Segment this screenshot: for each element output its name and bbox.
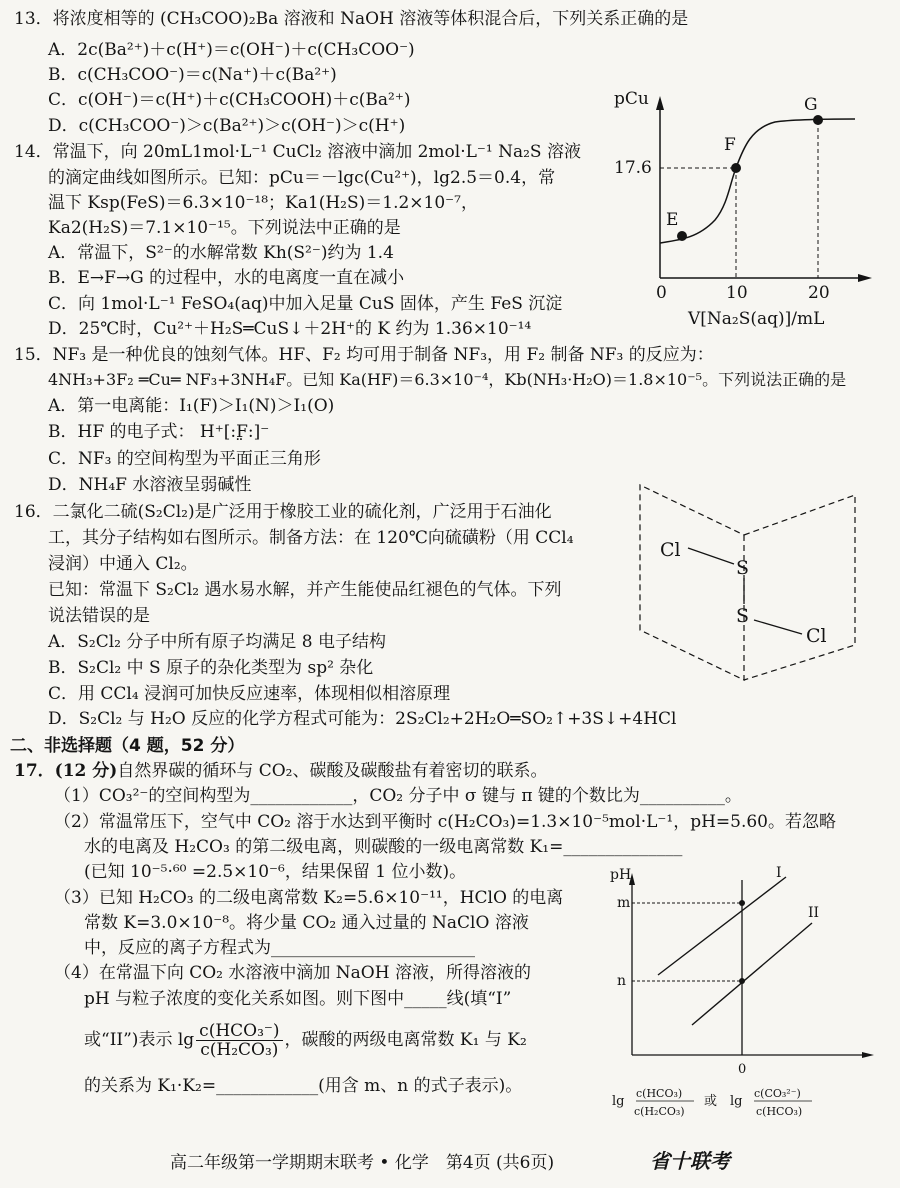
q17-part4-line4: 的关系为 K₁·K₂=____________(用含 m、n 的式子表示)。 [84,1076,523,1096]
q14-stem-line4: Ka2(H₂S)＝7.1×10⁻¹⁵。下列说法中正确的是 [48,218,401,238]
point-f-marker [731,163,741,173]
q17-part2-line1: （2）常温常压下，空气中 CO₂ 溶于水达到平衡时 c(H₂CO₃)=1.3×10⁻⁵mol·L⁻¹，pH=5.60。若忽略 [54,812,836,832]
q16-option-a: A．S₂Cl₂ 分子中所有原子均满足 8 电子结构 [48,632,387,652]
graph14-xtick-20: 20 [808,283,830,303]
page-footer: 高二年级第一学期期末联考 • 化学 第4页 (共6页) [170,1153,555,1173]
q17-part3-line2: 常数 K=3.0×10⁻⁸。将少量 CO₂ 通入过量的 NaClO 溶液 [84,913,529,933]
graph17-xlabel-or: 或 [704,1094,718,1109]
q16-option-d: D．S₂Cl₂ 与 H₂O 反应的化学方程式可能为：2S₂Cl₂+2H₂O═SO₂↑+3S↓+4HCl [48,709,677,729]
q17-part4-line3-post: ，碳酸的两级电离常数 K₁ 与 K₂ [284,1030,527,1050]
line-ii-label: II [808,905,820,921]
point-e-marker [677,231,687,241]
graph17-xlabel-num2: c(CO₃²⁻) [754,1087,801,1100]
graph14-xtick-10: 10 [726,283,748,303]
q15-option-b: B．HF 的电子式： H⁺[:F̤:]⁻ [48,422,270,442]
graph14-ytick-17-6: 17.6 [614,158,652,178]
q17-part3-line1: （3）已知 H₂CO₃ 的二级电离常数 K₂=5.6×10⁻¹¹，HClO 的电离 [54,888,564,908]
q17-part4-line1: （4）在常温下向 CO₂ 水溶液中滴加 NaOH 溶液，所得溶液的 [54,963,531,983]
q17-header [14,760,548,782]
q17-intro: 自然界碳的循环与 CO₂、碳酸及碳酸盐有着密切的联系。 [117,761,548,781]
point-f-label: F [724,135,736,155]
q14-option-d: D．25℃时，Cu²⁺＋H₂S═CuS↓＋2H⁺的 K 约为 1.36×10⁻¹⁴ [48,319,532,339]
q15-option-c: C．NF₃ 的空间构型为平面正三角形 [48,449,321,469]
q14-option-c: C．向 1mol·L⁻¹ FeSO₄(aq)中加入足量 CuS 固体，产生 FeS 沉淀 [48,294,563,314]
q16-stem-line1: 16．二氯化二硫(S₂Cl₂)是广泛用于橡胶工业的硫化剂，广泛用于石油化 [14,502,552,522]
exam-stamp: 省十联考 [650,1149,730,1173]
q13-option-c: C．c(OH⁻)＝c(H⁺)＋c(CH₃COOH)＋c(Ba²⁺) [48,90,411,110]
section-heading: 二、非选择题（4 题，52 分） [10,736,245,756]
fraction-numerator: c(HCO₃⁻) [196,1022,282,1041]
graph17-xlabel-lg1: lg [612,1094,625,1109]
q16-option-b: B．S₂Cl₂ 中 S 原子的杂化类型为 sp² 杂化 [48,658,374,678]
q14-stem-line3: 温下 Ksp(FeS)＝6.3×10⁻¹⁸；Ka1(H₂S)＝1.2×10⁻⁷， [48,193,478,213]
graph17-xlabel-num1: c(HCO₃) [636,1087,683,1100]
q15-option-d: D．NH₄F 水溶液呈弱碱性 [48,475,252,495]
q14-stem-line2: 的滴定曲线如图所示。已知：pCu＝－lgc(Cu²⁺)，lg2.5＝0.4，常 [48,168,556,188]
q13-option-b: B．c(CH₃COO⁻)＝c(Na⁺)＋c(Ba²⁺) [48,65,337,85]
line-i-label: I [776,865,782,881]
graph17-xlabel-lg2: lg [730,1094,743,1109]
q17-part1: （1）CO₃²⁻的空间构型为____________，CO₂ 分子中 σ 键与 π 键的个数比为__________。 [54,786,742,806]
q16-option-c: C．用 CCl₄ 浸润可加快反应速率，体现相似相溶原理 [48,684,451,704]
q13-stem: 13．将浓度相等的 (CH₃COO)₂Ba 溶液和 NaOH 溶液等体积混合后，下列关系正确的是 [14,9,689,29]
s2cl2-structure-diagram [630,480,870,685]
graph17-xlabel-den2: c(HCO₃) [756,1105,803,1118]
q14-stem-line1: 14．常温下，向 20mL1mol·L⁻¹ CuCl₂ 溶液中滴加 2mol·L⁻¹ Na₂S 溶液 [14,142,581,162]
atom-s-bottom: S [736,605,750,627]
ph-concentration-graph [612,865,887,1125]
titration-curve-graph [610,88,880,338]
q16-stem-line4: 已知：常温下 S₂Cl₂ 遇水易水解，并产生能使品红褪色的气体。下列 [48,580,562,600]
fraction-denominator: c(H₂CO₃) [200,1040,279,1060]
atom-s-top: S [736,557,750,579]
q17-part4-line2: pH 与粒子浓度的变化关系如图。则下图中_____线(填“I” [84,989,512,1009]
q14-option-a: A．常温下，S²⁻的水解常数 Kh(S²⁻)约为 1.4 [48,243,394,263]
atom-cl-right: Cl [806,625,827,647]
graph17-ytick-m: m [617,895,631,911]
q16-stem-line2: 工，其分子结构如右图所示。制备方法：在 120℃向硫磺粉（用 CCl₄ [48,528,574,548]
line-i-intercept [739,900,745,906]
atom-cl-left: Cl [660,539,681,561]
q16-stem-line3: 浸润）中通入 Cl₂。 [48,554,198,574]
q16-stem-line5: 说法错误的是 [48,606,150,626]
q17-part4-line3 [84,1020,527,1060]
graph17-origin: 0 [738,1062,747,1077]
graph17-ylabel: pH [610,867,632,883]
q15-option-a: A．第一电离能：I₁(F)＞I₁(N)＞I₁(O) [48,396,335,416]
q17-part3-line3: 中，反应的离子方程式为________________________ [84,938,475,958]
q14-option-b: B．E→F→G 的过程中，水的电离度一直在减小 [48,268,405,288]
graph14-ylabel: pCu [614,89,649,109]
point-g-label: G [804,95,818,115]
q15-stem-line1: 15．NF₃ 是一种优良的蚀刻气体。HF、F₂ 均可用于制备 NF₃，用 F₂ 制备 NF₃ 的反应为： [14,345,714,365]
point-e-label: E [666,210,679,230]
q17-part2-line3: (已知 10⁻⁵·⁶⁰ =2.5×10⁻⁶，结果保留 1 位小数)。 [84,862,467,882]
q13-option-a: A．2c(Ba²⁺)＋c(H⁺)＝c(OH⁻)＋c(CH₃COO⁻) [48,40,415,60]
q17-part2-line2: 水的电离及 H₂CO₃ 的第二级电离，则碳酸的一级电离常数 K₁=______________ [84,837,683,857]
q13-option-d: D．c(CH₃COO⁻)＞c(Ba²⁺)＞c(OH⁻)＞c(H⁺) [48,116,406,136]
q17-part4-line3-pre: 或“II”)表示 lg [84,1030,195,1050]
graph14-xlabel: V[Na₂S(aq)]/mL [688,309,825,329]
graph14-xtick-0: 0 [656,283,667,303]
line-ii-intercept [739,978,745,984]
q17-number: 17．(12 分) [14,761,118,781]
q15-stem-line2: 4NH₃+3F₂ ═Cu═ NF₃+3NH₄F。已知 Ka(HF)＝6.3×10⁻⁴，Kb(NH₃·H₂O)＝1.8×10⁻⁵。下列说法正确的是 [48,370,847,389]
line-i [658,877,786,975]
titration-curve [660,119,855,243]
log-ratio-fraction [196,1022,282,1059]
graph17-ytick-n: n [617,973,627,989]
line-ii [692,923,812,1025]
point-g-marker [813,115,823,125]
graph17-xlabel-den1: c(H₂CO₃) [634,1105,685,1118]
